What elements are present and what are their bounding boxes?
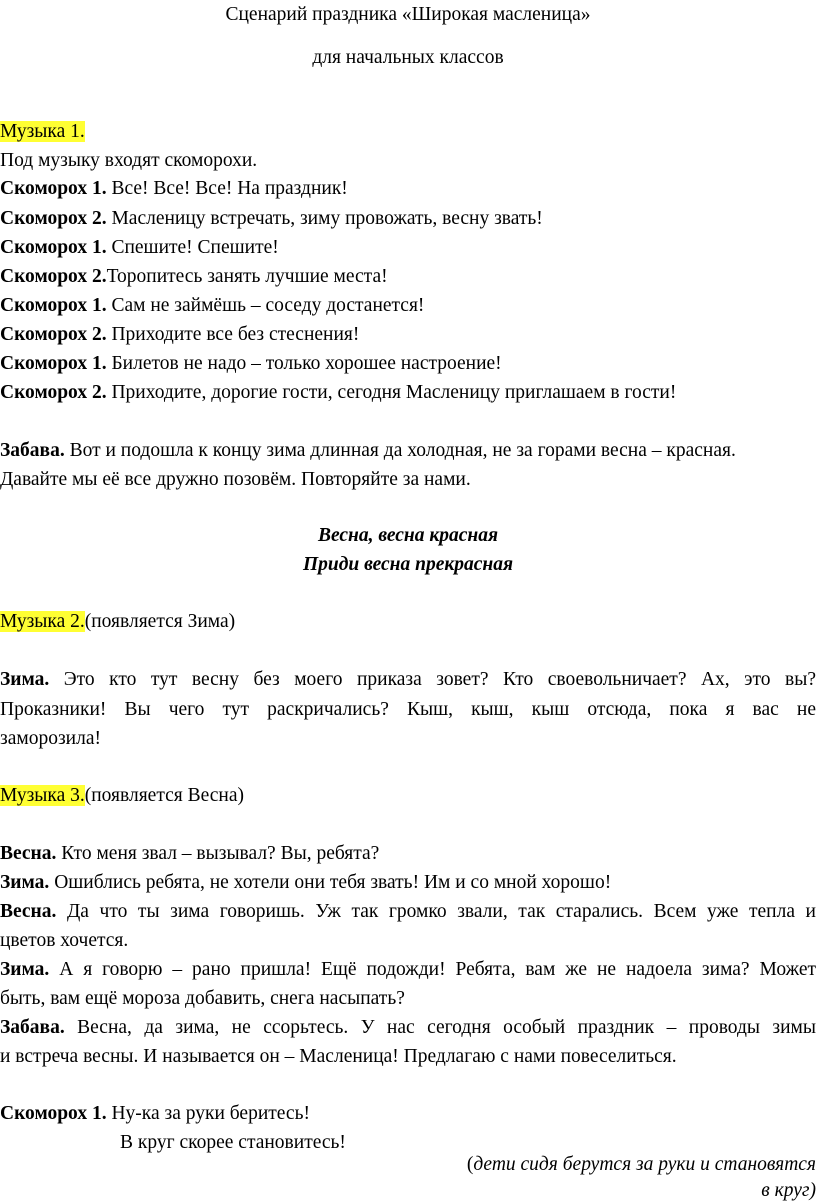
dialogue-line	[0, 1101, 310, 1127]
dialogue-line	[0, 351, 502, 377]
dialogue-line	[0, 264, 388, 290]
line-text: Вот и подошла к концу зима длинная да холодная, не за горами весна – красная.	[64, 440, 736, 461]
stage-direction-text: в круг)	[761, 1180, 816, 1201]
music-2-label: Музыка 2.	[0, 611, 85, 632]
dialogue-line	[0, 1015, 816, 1041]
line-text: Масленицу встречать, зиму провожать, весну звать!	[106, 208, 543, 229]
dialogue-continuation: Проказники! Вы чего тут раскричались? Кыш, кыш, кыш отсюда, пока я вас не	[0, 699, 816, 720]
line-text: Сам не займёшь – соседу достанется!	[106, 295, 425, 316]
music-cue-2	[0, 609, 235, 635]
dialogue-continuation: заморозила!	[0, 728, 101, 749]
music-3-note: (появляется Весна)	[84, 785, 244, 806]
dialogue-continuation: быть, вам ещё мороза добавить, снега насыпать?	[0, 988, 405, 1009]
dialogue-line	[0, 176, 348, 202]
dialogue-line	[0, 293, 424, 319]
line-text: Спешите! Спешите!	[106, 237, 279, 258]
line-text: Торопитесь занять лучшие места!	[106, 266, 388, 287]
line-text: Ошиблись ребята, не хотели они тебя звать! Им и со мной хорошо!	[49, 872, 612, 893]
music-2-note: (появляется Зима)	[84, 611, 236, 632]
line-text: Да что ты зима говоришь. Уж так громко звали, так старались. Всем уже тепла и	[56, 901, 816, 922]
page-title: Сценарий праздника «Широкая масленица»	[225, 4, 591, 25]
poem-line-1: Весна, весна красная	[317, 525, 499, 546]
poem-line-2: Приди весна прекрасная	[302, 554, 514, 575]
speaker: Весна.	[0, 843, 57, 864]
dialogue-line	[0, 957, 816, 983]
stage-direction-text: дети сидя берутся за руки и становятся	[473, 1154, 816, 1175]
line-text: А я говорю – рано пришла! Ещё подожди! Ребята, вам же не надоела зима? Может	[49, 959, 816, 980]
speaker: Скоморох 2.	[0, 266, 107, 287]
speaker: Зима.	[0, 959, 50, 980]
line-text: Кто меня звал – вызывал? Вы, ребята?	[56, 843, 380, 864]
speaker: Забава.	[0, 1017, 65, 1038]
music-1-label: Музыка 1.	[0, 121, 85, 142]
open-paren: (	[466, 1154, 474, 1175]
dialogue-line	[0, 235, 279, 261]
music-cue-1	[0, 119, 85, 145]
dialogue-continuation: В круг скорее становитесь!	[120, 1132, 346, 1153]
line-text: Это кто тут весну без моего приказа зовет? Кто своевольничает? Ах, это вы?	[49, 669, 816, 690]
line-text: Приходите, дорогие гости, сегодня Масленицу приглашаем в гости!	[106, 382, 677, 403]
dialogue-line	[0, 667, 816, 693]
dialogue-continuation: и встреча весны. И называется он – Масленица! Предлагаю с нами повеселиться.	[0, 1046, 677, 1067]
dialogue-line	[0, 841, 379, 867]
speaker: Скоморох 1.	[0, 237, 107, 258]
line-text: Билетов не надо – только хорошее настроение!	[106, 353, 502, 374]
speaker: Забава.	[0, 440, 65, 461]
speaker: Скоморох 2.	[0, 382, 107, 403]
stage-direction: Под музыку входят скоморохи.	[0, 150, 258, 171]
music-3-label: Музыка 3.	[0, 785, 85, 806]
page-subtitle: для начальных классов	[312, 47, 504, 68]
dialogue-line	[0, 899, 816, 925]
line-text: Приходите все без стеснения!	[106, 324, 360, 345]
stage-direction-italic	[467, 1152, 816, 1178]
dialogue-continuation: цветов хочется.	[0, 930, 129, 951]
speaker: Скоморох 1.	[0, 295, 107, 316]
music-cue-3	[0, 783, 244, 809]
stage-direction-italic-end	[761, 1178, 816, 1204]
dialogue-line	[0, 870, 611, 896]
speaker: Зима.	[0, 669, 50, 690]
dialogue-line	[0, 322, 359, 348]
speaker: Скоморох 2.	[0, 208, 107, 229]
dialogue-continuation: Давайте мы её все дружно позовём. Повторяйте за нами.	[0, 469, 471, 490]
line-text: Весна, да зима, не ссорьтесь. У нас сегодня особый праздник – проводы зимы	[64, 1017, 816, 1038]
dialogue-line	[0, 438, 736, 464]
line-text: Ну-ка за руки беритесь!	[106, 1103, 310, 1124]
dialogue-line	[0, 206, 543, 232]
speaker: Скоморох 2.	[0, 324, 107, 345]
speaker: Весна.	[0, 901, 57, 922]
dialogue-line	[0, 380, 676, 406]
speaker: Зима.	[0, 872, 50, 893]
speaker: Скоморох 1.	[0, 178, 107, 199]
speaker: Скоморох 1.	[0, 353, 107, 374]
speaker: Скоморох 1.	[0, 1103, 107, 1124]
line-text: Все! Все! Все! На праздник!	[106, 178, 348, 199]
